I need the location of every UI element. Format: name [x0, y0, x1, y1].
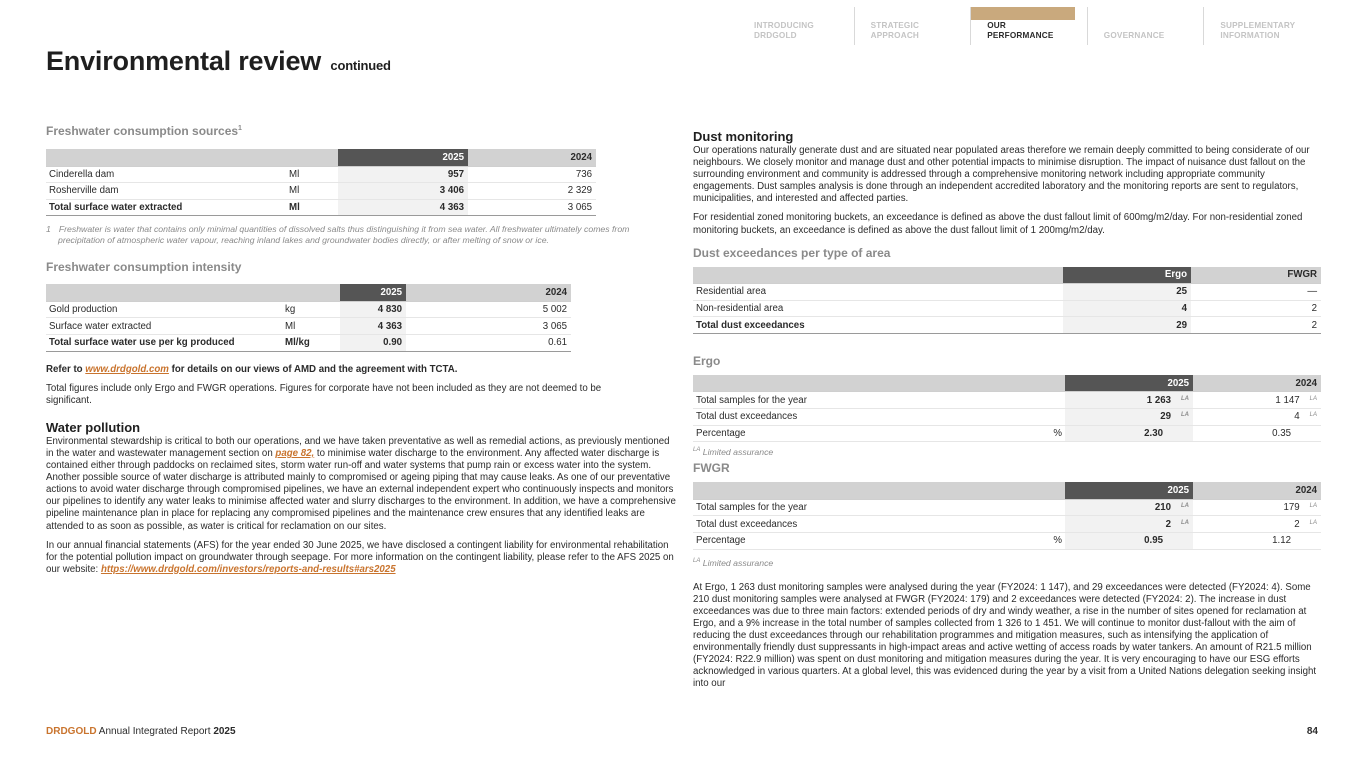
- row-unit: Ml: [282, 318, 340, 335]
- footer-brand: DRDGOLD: [46, 726, 97, 737]
- freshwater-sources-heading-text: Freshwater consumption sources: [46, 124, 239, 138]
- footer-middle: Annual Integrated Report: [96, 726, 214, 737]
- nav-tab-introducing[interactable]: [738, 7, 855, 45]
- col-header-ergo: Ergo: [1063, 267, 1191, 284]
- value-2025: 0.95: [1065, 532, 1193, 549]
- footnote: [46, 224, 671, 246]
- row-unit: [1023, 516, 1065, 533]
- right-column: [693, 129, 1323, 690]
- value-fwgr: 2: [1191, 317, 1321, 334]
- la-mark: LA: [693, 557, 701, 564]
- row-label: Total dust exceedances: [693, 409, 1023, 426]
- footnote-ref: 1: [238, 125, 242, 132]
- nav-tab-strategic[interactable]: [855, 7, 972, 45]
- nav-tab-label: OUR PERFORMANCE: [987, 21, 1054, 40]
- row-unit: kg: [282, 301, 340, 318]
- col-header-2024: 2024: [1193, 482, 1321, 499]
- value-2024: 0.61: [406, 334, 571, 351]
- value-ergo: 4: [1063, 300, 1191, 317]
- value-2025: 2.30: [1065, 425, 1193, 442]
- dust-monitoring-heading: Dust monitoring: [693, 129, 794, 144]
- la-mark: LA: [1181, 412, 1189, 419]
- freshwater-intensity-heading: Freshwater consumption intensity: [46, 260, 242, 275]
- dust-exceedances-heading: Dust exceedances per type of area: [693, 245, 891, 260]
- row-label: Percentage: [693, 425, 1023, 442]
- value-2024: [1193, 499, 1321, 516]
- value-fwgr: —: [1191, 284, 1321, 301]
- water-pollution-paragraph-1: [46, 436, 676, 533]
- table-header-row: [46, 284, 571, 301]
- table-row: [693, 532, 1321, 549]
- fwgr-table: [693, 482, 1321, 549]
- refer-after: for details on our views of AMD and the agreement with TCTA.: [168, 363, 458, 375]
- footer-report-title: [46, 726, 236, 737]
- table-row: [693, 300, 1321, 317]
- row-unit: %: [1023, 532, 1065, 549]
- row-label: Residential area: [693, 284, 1063, 301]
- table-header-row: [46, 149, 596, 166]
- table-header-row: [693, 267, 1321, 284]
- afs-2025-link[interactable]: https://www.drdgold.com/investors/reports-and-results#ars2025: [100, 563, 396, 575]
- footnote-text: Freshwater is water that contains only minimal quantities of dissolved salts thus distinguishing it from sea water. All freshwater ultimately comes from precipitation of atmospheric water vapour, reaching inland lakes and groundwater bodies directly, or after melting of snow or ice.: [58, 224, 630, 246]
- row-label: Rosherville dam: [46, 183, 286, 200]
- row-label: Non-residential area: [693, 300, 1063, 317]
- table-header-blank: [693, 375, 1065, 392]
- table-row: [693, 425, 1321, 442]
- table-header-blank: [693, 482, 1065, 499]
- row-label: Total samples for the year: [693, 499, 1023, 516]
- dust-monitoring-paragraph-1: Our operations naturally generate dust and are situated near populated areas therefore we remain deeply committed to being considerate of our neighbours. We closely monitor and manage dust and other potential impacts to minimise disruption. The impact of nuisance dust fallout on the surrounding environment and community is addressed through a comprehensive monitoring network including appropriate community engagements. Dust samples analysis is done through an independent accredited laboratory and the monitoring reports are sent to regulators, municipalities, and interested and affected parties.: [693, 145, 1310, 205]
- nav-tab-performance[interactable]: [971, 7, 1088, 45]
- row-unit: %: [1023, 425, 1065, 442]
- page-82-link[interactable]: page 82,: [275, 447, 315, 459]
- row-label: Total dust exceedances: [693, 317, 1063, 334]
- value-text: 2: [1165, 518, 1171, 530]
- value-2024: [1193, 409, 1321, 426]
- nav-tab-governance[interactable]: [1088, 7, 1205, 45]
- value-2025: 4 363: [338, 199, 468, 216]
- freshwater-intensity-table: [46, 284, 571, 351]
- table-total-row: [46, 334, 571, 351]
- value-fwgr: 2: [1191, 300, 1321, 317]
- value-2025: 4 363: [340, 318, 406, 335]
- total-figures-paragraph: Total figures include only Ergo and FWGR operations. Figures for corporate have not been included as they are not deemed to be significant.: [46, 382, 602, 406]
- section-nav: [738, 7, 1321, 45]
- row-label: Gold production: [46, 301, 282, 318]
- footnote-mark: 1: [46, 224, 51, 235]
- water-pollution-paragraph-2: [46, 540, 676, 576]
- text-span: Environmental stewardship is critical to both our operations, and we have taken preventative as well as remedial actions, as previously mentioned in the water and wastewater management section on: [46, 435, 670, 459]
- table-total-row: [46, 199, 596, 216]
- la-mark: LA: [1309, 503, 1317, 510]
- value-ergo: 29: [1063, 317, 1191, 334]
- page-number: 84: [1306, 726, 1318, 737]
- row-unit: [1023, 499, 1065, 516]
- nav-tab-label: INTRODUCING DRDGOLD: [754, 21, 814, 40]
- row-unit: Ml: [286, 199, 338, 216]
- table-row: [693, 409, 1321, 426]
- value-text: 1 263: [1146, 394, 1171, 406]
- la-mark: LA: [1181, 519, 1189, 526]
- text-span: to minimise water discharge to the environment. Any affected water discharge is contained either through paddocks on reclaimed sites, storm water run-off and water systems that pump rain or excess water into the system. Another possible source of water discharge is attributed mainly to compromised or ageing piping that may cause leaks. As one of our preventative actions to avoid water discharge through compromised pipelines, we have an external independent expert who continuously inspects and monitors our pipelines to identify any water leaks to minimise affected water and slurry discharges to the environment. In addition, we have a comprehensive pipeline maintenance plan in place for replacing any compromised pipelines and the maintenance crew ensures that any identified leaks are attended to as soon as possible, as water is critical for reclamation on our sites.: [46, 447, 676, 532]
- ergo-heading: Ergo: [693, 353, 721, 368]
- row-label: Total surface water extracted: [46, 199, 286, 216]
- value-2025: 0.90: [340, 334, 406, 351]
- freshwater-sources-table: [46, 149, 596, 216]
- nav-tab-bar: [738, 7, 842, 20]
- value-2024: [1193, 516, 1321, 533]
- row-label: Surface water extracted: [46, 318, 282, 335]
- nav-tab-supplementary[interactable]: [1204, 7, 1321, 45]
- nav-tab-active-bar: [971, 7, 1075, 20]
- nav-tab-bar: [1204, 7, 1309, 20]
- row-label: Total surface water use per kg produced: [46, 334, 282, 351]
- row-unit: [1023, 409, 1065, 426]
- text-span: In our annual financial statements (AFS) for the year ended 30 June 2025, we have disclosed a contingent liability for environmental rehabilitation for the potential pollution impact on groundwater through seepage. For more information on the contingent liability, please refer to the AFS 2025 on our website:: [46, 539, 674, 575]
- la-mark: LA: [1309, 395, 1317, 402]
- la-note-text: Limited assurance: [700, 557, 774, 568]
- limited-assurance-note: [693, 447, 1323, 457]
- col-header-2024: 2024: [1193, 375, 1321, 392]
- value-text: 4: [1294, 411, 1300, 423]
- col-header-2024: 2024: [406, 284, 571, 301]
- table-row: [693, 516, 1321, 533]
- drdgold-website-link[interactable]: www.drdgold.com: [85, 363, 169, 375]
- nav-tab-bar: [1088, 7, 1192, 20]
- freshwater-sources-heading: [46, 124, 676, 138]
- nav-tab-label: STRATEGIC APPROACH: [870, 21, 920, 40]
- value-text: 29: [1160, 411, 1171, 423]
- value-2024: 0.35: [1193, 425, 1321, 442]
- row-label: Total samples for the year: [693, 392, 1023, 409]
- footer-year: 2025: [213, 726, 236, 737]
- value-ergo: 25: [1063, 284, 1191, 301]
- value-2025: [1065, 409, 1193, 426]
- la-mark: LA: [1181, 503, 1189, 510]
- col-header-2025: 2025: [338, 149, 468, 166]
- nav-tab-bar: [855, 7, 959, 20]
- dust-exceedances-table: [693, 267, 1321, 334]
- nav-tab-label: SUPPLEMENTARY INFORMATION: [1220, 21, 1296, 40]
- la-mark: LA: [1309, 519, 1317, 526]
- row-unit: Ml: [286, 183, 338, 200]
- row-unit: Ml: [286, 166, 338, 183]
- table-row: [46, 183, 596, 200]
- left-column: [46, 124, 676, 576]
- value-text: 179: [1283, 502, 1300, 514]
- row-unit: Ml/kg: [282, 334, 340, 351]
- table-row: [693, 499, 1321, 516]
- value-2024: 736: [468, 166, 596, 183]
- row-label: Percentage: [693, 532, 1023, 549]
- table-row: [46, 301, 571, 318]
- col-header-2025: 2025: [1065, 375, 1193, 392]
- value-2024: 5 002: [406, 301, 571, 318]
- row-label: Cinderella dam: [46, 166, 286, 183]
- dust-summary-paragraph: At Ergo, 1 263 dust monitoring samples were analysed during the year (FY2024: 1 147), and 29 exceedances were detected (FY2024: 4). Some 210 dust monitoring samples were analysed at FWGR (FY2024: 179) and 2 exceedances were detected (FY2024: 2). The increase in dust exceedances was due to three main factors: extended periods of dry and windy weather, a rise in the number of sites opened for reclamation at Ergo, and a 9% increase in the total number of samples collected from 1 326 to 1 451. We will continue to monitor dust-fallout with the aim of reducing the dust exceedances through our rehabilitation programmes and mitigation measures, such as intensifying the application of environmentally friendly dust suppressants in high-impact areas and active wetting of access roads by water tankers. An amount of R21.5 million (FY2024: R22.9 million) was spent on dust monitoring and mitigation measures during the year. It is very encouraging to have our ESG efforts acknowledged in various quarters. At a global level, this was evidenced during the year by a visit from a United Nations delegation seeking insight into our: [693, 581, 1317, 690]
- la-mark: LA: [1181, 395, 1189, 402]
- table-row: [693, 392, 1321, 409]
- table-header-blank: [46, 149, 338, 166]
- table-row: [46, 318, 571, 335]
- fwgr-heading: FWGR: [693, 461, 730, 476]
- value-2025: 4 830: [340, 301, 406, 318]
- value-2024: 1.12: [1193, 532, 1321, 549]
- refer-paragraph: [46, 364, 676, 376]
- col-header-2025: 2025: [1065, 482, 1193, 499]
- table-header-blank: [693, 267, 1063, 284]
- value-2024: 3 065: [406, 318, 571, 335]
- table-header-row: [693, 482, 1321, 499]
- value-2025: [1065, 499, 1193, 516]
- refer-before: Refer to: [46, 363, 86, 375]
- la-mark: LA: [693, 447, 701, 454]
- value-text: 1 147: [1275, 394, 1300, 406]
- water-pollution-heading: Water pollution: [46, 419, 141, 435]
- table-header-row: [693, 375, 1321, 392]
- value-text: 210: [1154, 502, 1171, 514]
- col-header-2025: 2025: [340, 284, 406, 301]
- table-row: [46, 166, 596, 183]
- page-title-sub: continued: [330, 58, 391, 73]
- value-2025: [1065, 392, 1193, 409]
- nav-tab-label: GOVERNANCE: [1103, 31, 1165, 40]
- value-2025: 957: [338, 166, 468, 183]
- col-header-2024: 2024: [468, 149, 596, 166]
- page-title-main: Environmental review: [46, 46, 322, 76]
- value-2025: 3 406: [338, 183, 468, 200]
- value-2024: 3 065: [468, 199, 596, 216]
- row-unit: [1023, 392, 1065, 409]
- limited-assurance-note: [693, 558, 1323, 568]
- table-total-row: [693, 317, 1321, 334]
- value-2024: 2 329: [468, 183, 596, 200]
- la-mark: LA: [1309, 412, 1317, 419]
- ergo-table: [693, 375, 1321, 442]
- col-header-fwgr: FWGR: [1191, 267, 1321, 284]
- la-note-text: Limited assurance: [700, 447, 774, 458]
- value-2025: [1065, 516, 1193, 533]
- table-header-blank: [46, 284, 340, 301]
- value-text: 2: [1294, 518, 1300, 530]
- value-2024: [1193, 392, 1321, 409]
- row-label: Total dust exceedances: [693, 516, 1023, 533]
- page-title: [46, 46, 391, 77]
- dust-monitoring-paragraph-2: For residential zoned monitoring buckets, an exceedance is defined as above the dust fallout limit of 600mg/m2/day. For non-residential zoned monitoring buckets, an exceedance is defined as above the dust fallout limit of 1 200mg/m2/day.: [693, 212, 1303, 236]
- table-row: [693, 284, 1321, 301]
